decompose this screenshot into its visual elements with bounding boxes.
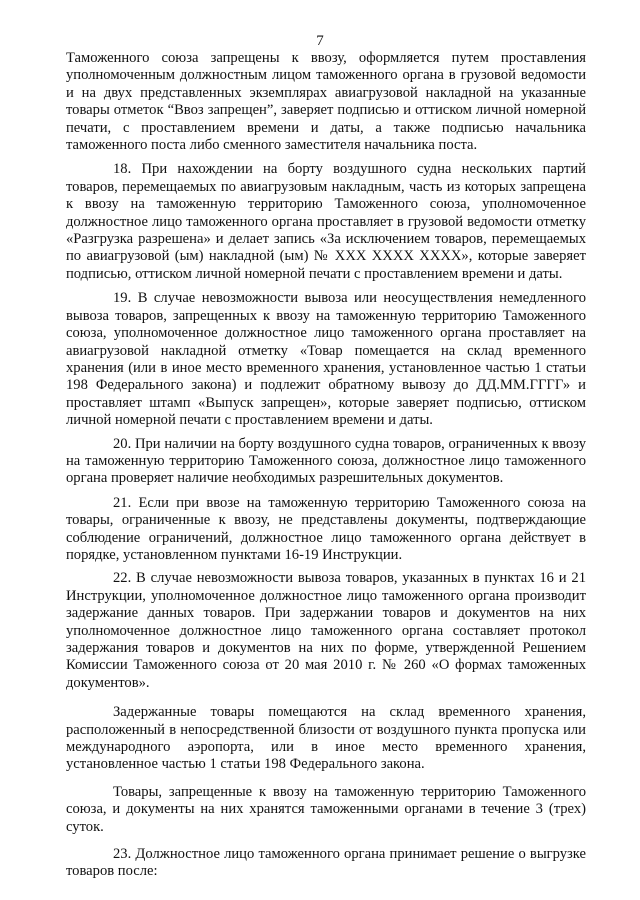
paragraph-19: 19. В случае невозможности вывоза или неосуществления немедленного вывоза товаров, запрещенных к ввозу на таможенную территорию Таможенного союза, уполномоченное должностное лицо таможенного органа проставляет на авиагрузовой накладной отметку «Товар помещается на склад временного хранения (или в иное место временного хранения, установленное частью 1 статьи 198 Федерального закона) и подлежит обратному вывозу до ДД.ММ.ГГГГ» и проставляет штамп «Выпуск запрещен», которые заверяет подписью, оттиском личной номерной печати с проставлением времени и даты. [66,290,586,429]
paragraph-18: 18. При нахождении на борту воздушного судна нескольких партий товаров, перемещаемых по авиагрузовым накладным, часть из которых запрещена к ввозу на таможенную территорию Таможенного союза, уполномоченное должностное лицо таможенного органа проставляет в грузовой ведомости отметку «Разгрузка разрешена» и делает запись «За исключением товаров, перемещаемых по авиагрузовой (ым) накладной (ым) № ХХХ ХХХХ ХХХХ», которые заверяет подписью, оттиском личной номерной печати с проставлением времени и даты. [66,161,586,282]
paragraph-21: 21. Если при ввозе на таможенную территорию Таможенного союза на товары, ограниченные к ввозу, не представлены документы, подтверждающие соблюдение ограничений, должностное лицо таможенного органа действует в порядке, установленном пунктами 16-19 Инструкции. [66,494,586,563]
paragraph-23: 23. Должностное лицо таможенного органа принимает решение о выгрузке товаров после: [66,846,586,880]
paragraph-storage-period: Товары, запрещенные к ввозу на таможенную территорию Таможенного союза, и документы на них хранятся таможенными органами в течение 3 (трех) суток. [66,783,586,835]
paragraph-22: 22. В случае невозможности вывоза товаров, указанных в пунктах 16 и 21 Инструкции, уполномоченное должностное лицо таможенного органа производит задержание данных товаров. При задержании товаров и документов на них уполномоченное должностное лицо таможенного органа составляет протокол задержания товаров и документов на них по форме, утвержденной Решением Комиссии Таможенного союза от 20 мая 2010 г. № 260 «О формах таможенных документов». [66,570,586,691]
page-number: 7 [316,33,324,49]
paragraph-continuation: Таможенного союза запрещены к ввозу, оформляется путем проставления уполномоченным должностным лицом таможенного органа в грузовой ведомости и на двух представленных экземплярах авиагрузовой накладной на указанные товары отметок “Ввоз запрещен”, заверяет подписью и оттиском личной номерной печати, с проставлением времени и даты, а также подписью начальника таможенного поста либо сменного заместителя начальника поста. [66,50,586,154]
paragraph-detained-goods: Задержанные товары помещаются на склад временного хранения, расположенный в непосредственной близости от воздушного пункта пропуска или международного аэропорта, или в иное место временного хранения, установленное частью 1 статьи 198 Федерального закона. [66,704,586,773]
paragraph-20: 20. При наличии на борту воздушного судна товаров, ограниченных к ввозу на таможенную территорию Таможенного союза, должностное лицо таможенного органа проверяет наличие необходимых разрешительных документов. [66,435,586,487]
document-body [66,50,586,881]
